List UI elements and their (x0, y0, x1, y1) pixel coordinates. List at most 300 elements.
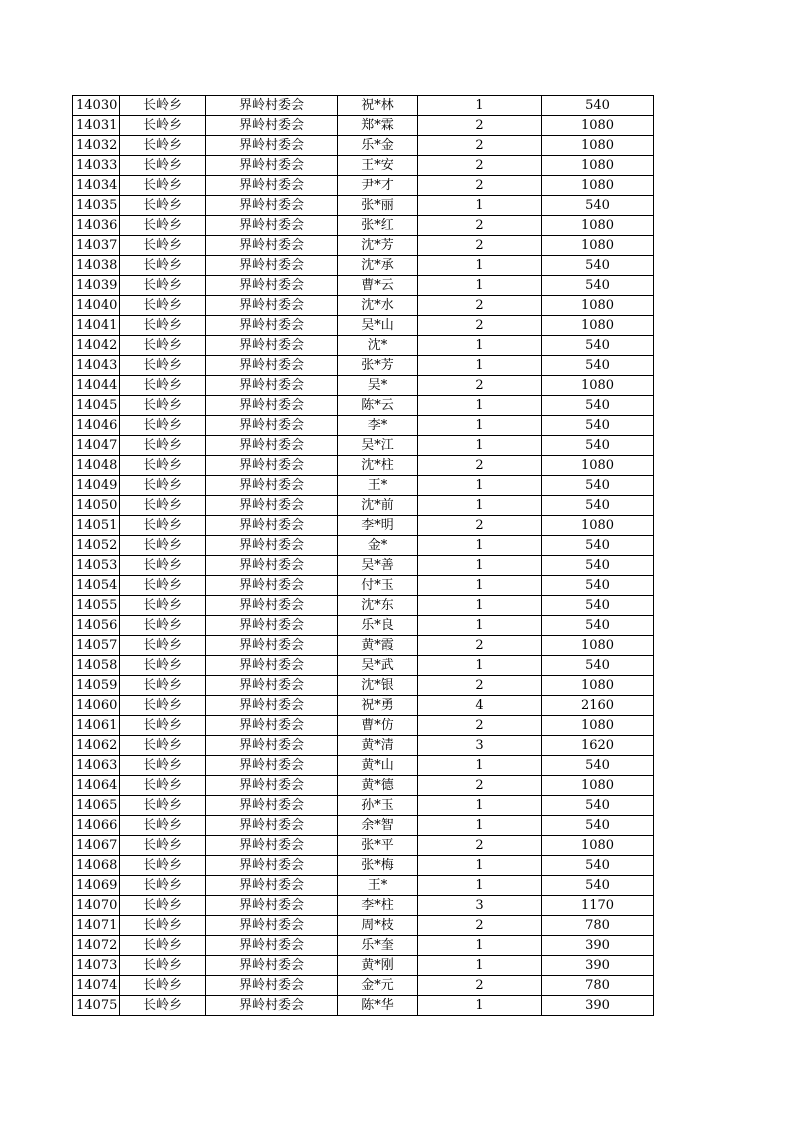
town-cell: 长岭乡 (120, 776, 206, 796)
name-cell: 余*智 (338, 816, 418, 836)
name-cell: 李*明 (338, 516, 418, 536)
table-row (73, 256, 654, 276)
name-cell: 王* (338, 876, 418, 896)
table-row (73, 756, 654, 776)
amount-cell: 390 (542, 956, 654, 976)
name-cell: 金*元 (338, 976, 418, 996)
row-id-cell: 14048 (73, 456, 120, 476)
village-cell: 界岭村委会 (206, 376, 338, 396)
count-cell: 2 (418, 316, 542, 336)
table-row (73, 976, 654, 996)
row-id-cell: 14041 (73, 316, 120, 336)
town-cell: 长岭乡 (120, 176, 206, 196)
name-cell: 黄*刚 (338, 956, 418, 976)
town-cell: 长岭乡 (120, 876, 206, 896)
table-row (73, 556, 654, 576)
amount-cell: 540 (542, 196, 654, 216)
town-cell: 长岭乡 (120, 916, 206, 936)
row-id-cell: 14045 (73, 396, 120, 416)
table-row (73, 496, 654, 516)
amount-cell: 540 (542, 396, 654, 416)
amount-cell: 540 (542, 596, 654, 616)
row-id-cell: 14036 (73, 216, 120, 236)
count-cell: 2 (418, 516, 542, 536)
count-cell: 1 (418, 576, 542, 596)
row-id-cell: 14042 (73, 336, 120, 356)
row-id-cell: 14068 (73, 856, 120, 876)
table-row (73, 176, 654, 196)
name-cell: 曹*仿 (338, 716, 418, 736)
name-cell: 张*梅 (338, 856, 418, 876)
amount-cell: 1080 (542, 216, 654, 236)
name-cell: 沈*前 (338, 496, 418, 516)
amount-cell: 540 (542, 416, 654, 436)
count-cell: 1 (418, 536, 542, 556)
amount-cell: 1080 (542, 156, 654, 176)
town-cell: 长岭乡 (120, 676, 206, 696)
amount-cell: 390 (542, 936, 654, 956)
row-id-cell: 14075 (73, 996, 120, 1016)
count-cell: 3 (418, 896, 542, 916)
name-cell: 祝*林 (338, 96, 418, 116)
village-cell: 界岭村委会 (206, 876, 338, 896)
name-cell: 沈*银 (338, 676, 418, 696)
amount-cell: 540 (542, 616, 654, 636)
name-cell: 吴*武 (338, 656, 418, 676)
count-cell: 1 (418, 756, 542, 776)
village-cell: 界岭村委会 (206, 296, 338, 316)
row-id-cell: 14030 (73, 96, 120, 116)
village-cell: 界岭村委会 (206, 976, 338, 996)
village-cell: 界岭村委会 (206, 756, 338, 776)
row-id-cell: 14062 (73, 736, 120, 756)
village-cell: 界岭村委会 (206, 916, 338, 936)
count-cell: 1 (418, 556, 542, 576)
village-cell: 界岭村委会 (206, 396, 338, 416)
count-cell: 1 (418, 356, 542, 376)
amount-cell: 1080 (542, 716, 654, 736)
count-cell: 1 (418, 256, 542, 276)
table-row (73, 216, 654, 236)
table-row (73, 936, 654, 956)
row-id-cell: 14070 (73, 896, 120, 916)
amount-cell: 780 (542, 916, 654, 936)
town-cell: 长岭乡 (120, 236, 206, 256)
village-cell: 界岭村委会 (206, 616, 338, 636)
table-row (73, 476, 654, 496)
count-cell: 2 (418, 156, 542, 176)
amount-cell: 540 (542, 256, 654, 276)
village-cell: 界岭村委会 (206, 236, 338, 256)
table-row (73, 136, 654, 156)
town-cell: 长岭乡 (120, 576, 206, 596)
row-id-cell: 14067 (73, 836, 120, 856)
count-cell: 1 (418, 596, 542, 616)
table-row (73, 376, 654, 396)
amount-cell: 1080 (542, 176, 654, 196)
town-cell: 长岭乡 (120, 536, 206, 556)
village-cell: 界岭村委会 (206, 176, 338, 196)
table-body (73, 96, 654, 1016)
count-cell: 1 (418, 656, 542, 676)
row-id-cell: 14044 (73, 376, 120, 396)
town-cell: 长岭乡 (120, 416, 206, 436)
village-cell: 界岭村委会 (206, 816, 338, 836)
town-cell: 长岭乡 (120, 476, 206, 496)
town-cell: 长岭乡 (120, 796, 206, 816)
count-cell: 2 (418, 236, 542, 256)
town-cell: 长岭乡 (120, 376, 206, 396)
name-cell: 王*安 (338, 156, 418, 176)
name-cell: 黄*霞 (338, 636, 418, 656)
name-cell: 吴*江 (338, 436, 418, 456)
amount-cell: 540 (542, 656, 654, 676)
village-cell: 界岭村委会 (206, 896, 338, 916)
count-cell: 3 (418, 736, 542, 756)
table-row (73, 196, 654, 216)
village-cell: 界岭村委会 (206, 316, 338, 336)
amount-cell: 540 (542, 756, 654, 776)
town-cell: 长岭乡 (120, 116, 206, 136)
row-id-cell: 14040 (73, 296, 120, 316)
village-cell: 界岭村委会 (206, 676, 338, 696)
amount-cell: 540 (542, 856, 654, 876)
town-cell: 长岭乡 (120, 596, 206, 616)
table-row (73, 916, 654, 936)
count-cell: 2 (418, 716, 542, 736)
row-id-cell: 14055 (73, 596, 120, 616)
row-id-cell: 14064 (73, 776, 120, 796)
count-cell: 1 (418, 96, 542, 116)
town-cell: 长岭乡 (120, 736, 206, 756)
table-row (73, 796, 654, 816)
count-cell: 2 (418, 676, 542, 696)
count-cell: 2 (418, 376, 542, 396)
name-cell: 沈*承 (338, 256, 418, 276)
row-id-cell: 14053 (73, 556, 120, 576)
count-cell: 2 (418, 776, 542, 796)
name-cell: 沈*东 (338, 596, 418, 616)
row-id-cell: 14065 (73, 796, 120, 816)
row-id-cell: 14056 (73, 616, 120, 636)
name-cell: 曹*云 (338, 276, 418, 296)
count-cell: 1 (418, 496, 542, 516)
town-cell: 长岭乡 (120, 656, 206, 676)
village-cell: 界岭村委会 (206, 736, 338, 756)
name-cell: 沈*水 (338, 296, 418, 316)
name-cell: 孙*玉 (338, 796, 418, 816)
town-cell: 长岭乡 (120, 256, 206, 276)
name-cell: 付*玉 (338, 576, 418, 596)
name-cell: 吴*山 (338, 316, 418, 336)
row-id-cell: 14050 (73, 496, 120, 516)
row-id-cell: 14073 (73, 956, 120, 976)
amount-cell: 1080 (542, 776, 654, 796)
village-cell: 界岭村委会 (206, 516, 338, 536)
village-cell: 界岭村委会 (206, 656, 338, 676)
name-cell: 金* (338, 536, 418, 556)
count-cell: 2 (418, 296, 542, 316)
amount-cell: 780 (542, 976, 654, 996)
amount-cell: 540 (542, 476, 654, 496)
amount-cell: 540 (542, 276, 654, 296)
count-cell: 2 (418, 116, 542, 136)
row-id-cell: 14037 (73, 236, 120, 256)
name-cell: 吴*善 (338, 556, 418, 576)
count-cell: 2 (418, 916, 542, 936)
village-cell: 界岭村委会 (206, 456, 338, 476)
amount-cell: 1080 (542, 136, 654, 156)
amount-cell: 1080 (542, 376, 654, 396)
count-cell: 1 (418, 416, 542, 436)
amount-cell: 1080 (542, 116, 654, 136)
row-id-cell: 14039 (73, 276, 120, 296)
town-cell: 长岭乡 (120, 136, 206, 156)
amount-cell: 540 (542, 356, 654, 376)
town-cell: 长岭乡 (120, 336, 206, 356)
count-cell: 1 (418, 796, 542, 816)
table-row (73, 336, 654, 356)
count-cell: 4 (418, 696, 542, 716)
row-id-cell: 14057 (73, 636, 120, 656)
town-cell: 长岭乡 (120, 196, 206, 216)
town-cell: 长岭乡 (120, 96, 206, 116)
count-cell: 2 (418, 216, 542, 236)
count-cell: 1 (418, 816, 542, 836)
village-cell: 界岭村委会 (206, 276, 338, 296)
row-id-cell: 14031 (73, 116, 120, 136)
count-cell: 2 (418, 976, 542, 996)
row-id-cell: 14072 (73, 936, 120, 956)
town-cell: 长岭乡 (120, 756, 206, 776)
name-cell: 张*丽 (338, 196, 418, 216)
town-cell: 长岭乡 (120, 716, 206, 736)
name-cell: 张*红 (338, 216, 418, 236)
table-row (73, 636, 654, 656)
table-row (73, 396, 654, 416)
amount-cell: 2160 (542, 696, 654, 716)
count-cell: 1 (418, 936, 542, 956)
table-row (73, 276, 654, 296)
table-row (73, 776, 654, 796)
name-cell: 沈*芳 (338, 236, 418, 256)
name-cell: 张*平 (338, 836, 418, 856)
village-cell: 界岭村委会 (206, 436, 338, 456)
row-id-cell: 14052 (73, 536, 120, 556)
village-cell: 界岭村委会 (206, 776, 338, 796)
village-cell: 界岭村委会 (206, 956, 338, 976)
count-cell: 1 (418, 876, 542, 896)
name-cell: 黄*清 (338, 736, 418, 756)
row-id-cell: 14047 (73, 436, 120, 456)
table-row (73, 416, 654, 436)
row-id-cell: 14043 (73, 356, 120, 376)
name-cell: 吴* (338, 376, 418, 396)
row-id-cell: 14034 (73, 176, 120, 196)
row-id-cell: 14033 (73, 156, 120, 176)
name-cell: 王* (338, 476, 418, 496)
village-cell: 界岭村委会 (206, 196, 338, 216)
count-cell: 1 (418, 616, 542, 636)
count-cell: 1 (418, 196, 542, 216)
town-cell: 长岭乡 (120, 356, 206, 376)
amount-cell: 1080 (542, 236, 654, 256)
table-row (73, 836, 654, 856)
table-row (73, 356, 654, 376)
name-cell: 沈* (338, 336, 418, 356)
town-cell: 长岭乡 (120, 816, 206, 836)
row-id-cell: 14060 (73, 696, 120, 716)
count-cell: 1 (418, 436, 542, 456)
amount-cell: 540 (542, 576, 654, 596)
village-cell: 界岭村委会 (206, 996, 338, 1016)
village-cell: 界岭村委会 (206, 536, 338, 556)
town-cell: 长岭乡 (120, 696, 206, 716)
amount-cell: 540 (542, 796, 654, 816)
village-cell: 界岭村委会 (206, 556, 338, 576)
amount-cell: 1080 (542, 296, 654, 316)
name-cell: 乐*良 (338, 616, 418, 636)
village-cell: 界岭村委会 (206, 576, 338, 596)
amount-cell: 1080 (542, 676, 654, 696)
town-cell: 长岭乡 (120, 616, 206, 636)
town-cell: 长岭乡 (120, 396, 206, 416)
town-cell: 长岭乡 (120, 156, 206, 176)
village-cell: 界岭村委会 (206, 936, 338, 956)
town-cell: 长岭乡 (120, 936, 206, 956)
village-cell: 界岭村委会 (206, 116, 338, 136)
table-row (73, 516, 654, 536)
name-cell: 陈*华 (338, 996, 418, 1016)
count-cell: 2 (418, 136, 542, 156)
table-row (73, 656, 654, 676)
row-id-cell: 14054 (73, 576, 120, 596)
name-cell: 李* (338, 416, 418, 436)
town-cell: 长岭乡 (120, 296, 206, 316)
amount-cell: 1080 (542, 636, 654, 656)
village-cell: 界岭村委会 (206, 216, 338, 236)
amount-cell: 540 (542, 556, 654, 576)
count-cell: 1 (418, 996, 542, 1016)
village-cell: 界岭村委会 (206, 356, 338, 376)
name-cell: 周*枝 (338, 916, 418, 936)
name-cell: 陈*云 (338, 396, 418, 416)
amount-cell: 1080 (542, 516, 654, 536)
village-cell: 界岭村委会 (206, 156, 338, 176)
village-cell: 界岭村委会 (206, 416, 338, 436)
row-id-cell: 14071 (73, 916, 120, 936)
count-cell: 1 (418, 396, 542, 416)
village-cell: 界岭村委会 (206, 796, 338, 816)
name-cell: 乐*金 (338, 136, 418, 156)
name-cell: 尹*才 (338, 176, 418, 196)
table-row (73, 456, 654, 476)
table-row (73, 436, 654, 456)
table-row (73, 676, 654, 696)
town-cell: 长岭乡 (120, 956, 206, 976)
count-cell: 2 (418, 456, 542, 476)
town-cell: 长岭乡 (120, 976, 206, 996)
row-id-cell: 14061 (73, 716, 120, 736)
table-row (73, 896, 654, 916)
count-cell: 2 (418, 636, 542, 656)
town-cell: 长岭乡 (120, 316, 206, 336)
table-row (73, 96, 654, 116)
village-cell: 界岭村委会 (206, 836, 338, 856)
village-cell: 界岭村委会 (206, 496, 338, 516)
town-cell: 长岭乡 (120, 836, 206, 856)
village-cell: 界岭村委会 (206, 856, 338, 876)
count-cell: 1 (418, 856, 542, 876)
row-id-cell: 14051 (73, 516, 120, 536)
town-cell: 长岭乡 (120, 636, 206, 656)
table-row (73, 736, 654, 756)
amount-cell: 390 (542, 996, 654, 1016)
table-row (73, 876, 654, 896)
name-cell: 黄*德 (338, 776, 418, 796)
amount-cell: 540 (542, 536, 654, 556)
row-id-cell: 14074 (73, 976, 120, 996)
town-cell: 长岭乡 (120, 856, 206, 876)
row-id-cell: 14066 (73, 816, 120, 836)
count-cell: 1 (418, 476, 542, 496)
town-cell: 长岭乡 (120, 216, 206, 236)
table-row (73, 116, 654, 136)
amount-cell: 540 (542, 876, 654, 896)
row-id-cell: 14035 (73, 196, 120, 216)
count-cell: 1 (418, 336, 542, 356)
name-cell: 张*芳 (338, 356, 418, 376)
amount-cell: 1620 (542, 736, 654, 756)
table-row (73, 156, 654, 176)
name-cell: 祝*勇 (338, 696, 418, 716)
table-row (73, 596, 654, 616)
table-row (73, 296, 654, 316)
town-cell: 长岭乡 (120, 896, 206, 916)
row-id-cell: 14059 (73, 676, 120, 696)
table-row (73, 996, 654, 1016)
village-cell: 界岭村委会 (206, 596, 338, 616)
town-cell: 长岭乡 (120, 516, 206, 536)
amount-cell: 1080 (542, 836, 654, 856)
table-row (73, 856, 654, 876)
village-cell: 界岭村委会 (206, 96, 338, 116)
amount-cell: 540 (542, 816, 654, 836)
row-id-cell: 14049 (73, 476, 120, 496)
village-cell: 界岭村委会 (206, 256, 338, 276)
table-row (73, 576, 654, 596)
town-cell: 长岭乡 (120, 436, 206, 456)
count-cell: 2 (418, 176, 542, 196)
village-cell: 界岭村委会 (206, 696, 338, 716)
table-row (73, 716, 654, 736)
row-id-cell: 14032 (73, 136, 120, 156)
row-id-cell: 14038 (73, 256, 120, 276)
count-cell: 1 (418, 276, 542, 296)
count-cell: 1 (418, 956, 542, 976)
name-cell: 黄*山 (338, 756, 418, 776)
name-cell: 郑*霖 (338, 116, 418, 136)
table-row (73, 696, 654, 716)
table-row (73, 236, 654, 256)
amount-cell: 1170 (542, 896, 654, 916)
village-cell: 界岭村委会 (206, 336, 338, 356)
town-cell: 长岭乡 (120, 996, 206, 1016)
row-id-cell: 14046 (73, 416, 120, 436)
amount-cell: 540 (542, 336, 654, 356)
amount-cell: 1080 (542, 456, 654, 476)
village-cell: 界岭村委会 (206, 136, 338, 156)
